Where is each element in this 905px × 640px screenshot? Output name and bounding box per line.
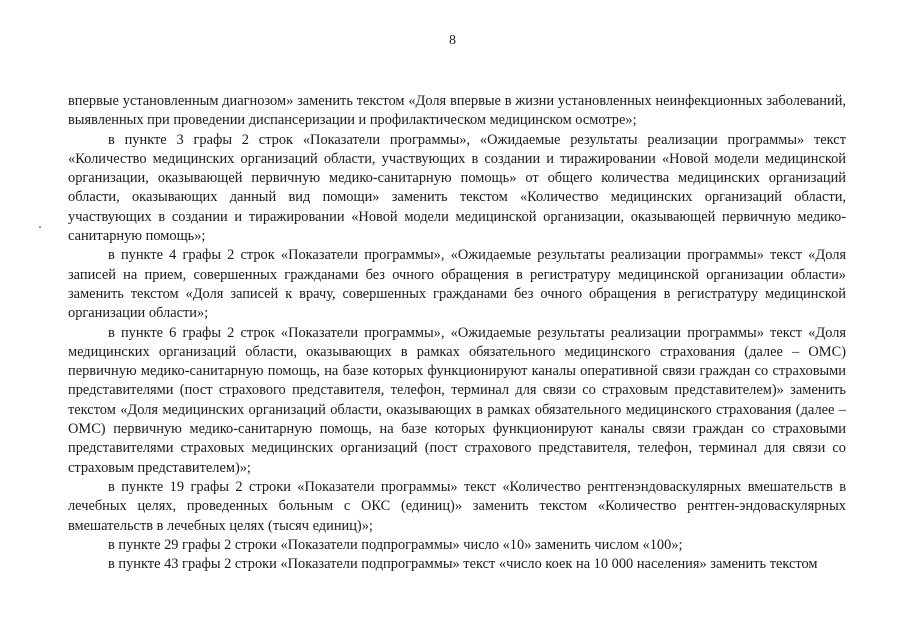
paragraph-item-4: в пункте 4 графы 2 строк «Показатели программы», «Ожидаемые результаты реализации программы» текст «Доля записей на прием, совершенных гражданами без очного обращения в регистратуру медицинской организации области» заменить текстом «Доля записей к врачу, совершенных гражданами без очного обращения в регистратуру медицинской организации области»; — [68, 247, 846, 322]
paragraph-item-6: в пункте 6 графы 2 строк «Показатели программы», «Ожидаемые результаты реализации программы» текст «Доля медицинских организаций области, оказывающих в рамках обязательного медицинского страхования (далее – ОМС) первичную медико-санитарную помощь, на базе которых функционируют каналы оперативной связи граждан со страховыми представителями (пост страхового представителя, телефон, терминал для связи со страховым представителем)» заменить текстом «Доля медицинских организаций области, оказывающих в рамках обязательного медицинского страхования (далее – ОМС) первичную медико-санитарную помощь, на базе которых функционируют каналы связи граждан со страховыми представителями страховых медицинских организаций (пост страхового представителя, телефон, терминал для связи со страховым представителем)»; — [68, 324, 846, 476]
paragraph-item-19: в пункте 19 графы 2 строки «Показатели программы» текст «Количество рентгенэндоваскулярных вмешательств в лечебных целях, проведенных больным с ОКС (единиц)» заменить текстом «Количество рентген-эндоваскулярных вмешательств в лечебных целях (тысяч единиц)»; — [68, 478, 846, 534]
page-number: 8 — [449, 33, 456, 48]
paragraph-continuation: впервые установленным диагнозом» заменить текстом «Доля впервые в жизни установленных неинфекционных заболеваний, выявленных при проведении диспансеризации и профилактическом медицинском осмотре»; — [68, 93, 846, 129]
paragraph-item-43: в пункте 43 графы 2 строки «Показатели подпрограммы» текст «число коек на 10 000 населения» заменить текстом — [108, 555, 818, 572]
paragraph-item-3: в пункте 3 графы 2 строк «Показатели программы», «Ожидаемые результаты реализации программы» текст «Количество медицинских организаций области, участвующих в создании и тиражировании «Новой модели медицинской организации, оказывающей первичную медико-санитарную помощь» от общего количества медицинских организаций области, оказывающих данный вид помощи» заменить текстом «Количество медицинских организаций области, участвующих в создании и тиражировании «Новой модели медицинской организации, оказывающей первичную медико-санитарную помощь»; — [68, 131, 846, 245]
document-body — [68, 92, 846, 574]
scan-speck — [39, 226, 41, 228]
paragraph-item-29: в пункте 29 графы 2 строки «Показатели подпрограммы» число «10» заменить числом «100»; — [108, 536, 683, 553]
